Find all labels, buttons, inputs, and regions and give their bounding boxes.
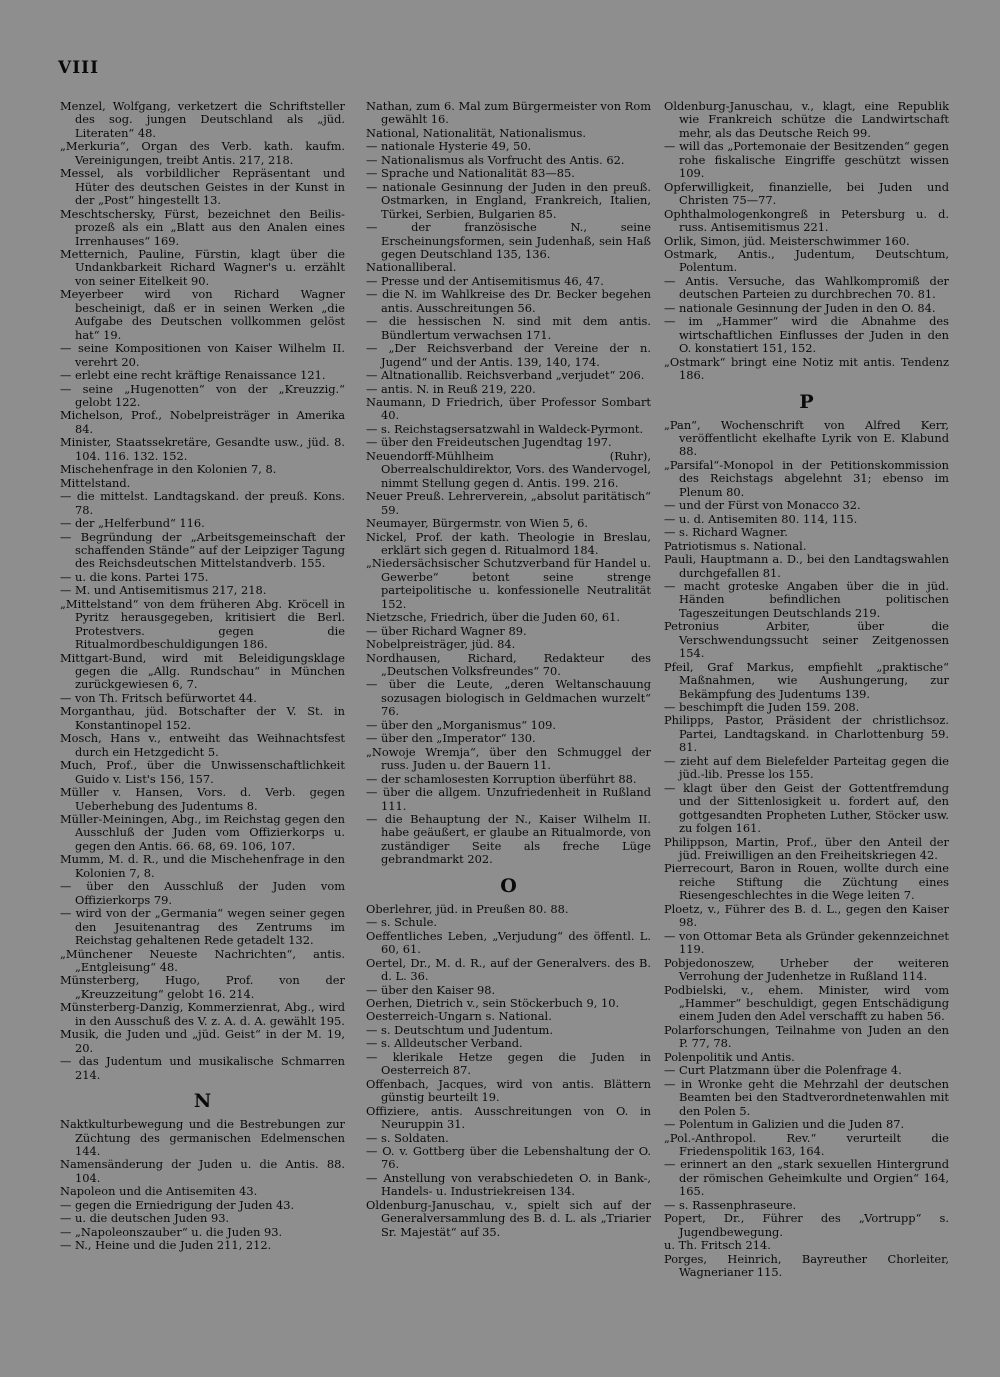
- index-entry: — erlebt eine recht kräftige Renaissance 121.: [60, 368, 326, 383]
- index-entry: Meyerbeer wird von Richard Wagner bescheinigt, daß er in seinen Werken „die Aufgabe des Deutschen vollkommen gelöst hat“ 19.: [60, 287, 345, 342]
- index-entry: — Altnationallib. Reichsverband „verjudet“ 206.: [366, 368, 645, 383]
- index-entry: — „Napoleonszauber“ u. die Juden 93.: [60, 1224, 283, 1239]
- index-entry: — im „Hammer“ wird die Abnahme des wirtschaftlichen Einflusses der Juden in den O. konstatiert 151, 152.: [664, 314, 949, 356]
- index-entry: — seine Kompositionen von Kaiser Wilhelm II. verehrt 20.: [60, 341, 345, 369]
- index-entry: Popert, Dr., Führer des „Vortrupp“ s. Jugendbewegung.: [664, 1211, 949, 1239]
- index-entry: Menzel, Wolfgang, verketzert die Schriftsteller des sog. jungen Deutschland als „jüd. Literaten“ 48.: [60, 99, 345, 140]
- index-entry: — seine „Hugenotten“ von der „Kreuzzig.“ gelobt 122.: [60, 381, 345, 409]
- index-entry: — der französische N., seine Erscheinungsformen, sein Judenhaß, sein Haß gegen Deutschland 135, 136.: [366, 220, 651, 261]
- index-entry: — s. Soldaten.: [366, 1130, 449, 1145]
- index-entry: Philippson, Martin, Prof., über den Anteil der jüd. Freiwilligen an den Freiheitskriegen 42.: [664, 834, 949, 863]
- index-entry: — u. die deutschen Juden 93.: [60, 1211, 230, 1226]
- index-entry: — gegen die Erniedrigung der Juden 43.: [60, 1197, 295, 1212]
- index-entry: Naumann, D Friedrich, über Professor Sombart 40.: [366, 394, 651, 423]
- index-entry: — klagt über den Geist der Gottentfremdung und der Sittenlosigkeit u. fordert auf, den gottgesandten Propheten Luther, Stöcker usw. zu folgen 161.: [664, 780, 949, 836]
- index-entry: „Niedersächsischer Schutzverband für Handel u. Gewerbe“ betont seine strenge parteipolitische u. konfessionelle Neutralität 152.: [366, 556, 651, 611]
- index-entry: Nathan, zum 6. Mal zum Bürgermeister von Rom gewählt 16.: [366, 99, 651, 127]
- index-entry: — die Behauptung der N., Kaiser Wilhelm II. habe geäußert, er glaube an Ritualmorde, von zuständiger Seite als freche Lüge gebrandmarkt 202.: [366, 812, 651, 867]
- index-entry: „Parsifal“-Monopol in der Petitionskommission des Reichstags abgelehnt 31; ebenso im Plenum 80.: [664, 457, 949, 499]
- index-entry: — Antis. Versuche, das Wahlkompromiß der deutschen Parteien zu durchbrechen 70. 81.: [664, 273, 949, 302]
- index-entry: Nationalliberal.: [366, 260, 457, 275]
- section-letter: N: [193, 1090, 212, 1113]
- index-entry: Podbielski, v., ehem. Minister, wird vom „Hammer“ beschuldigt, gegen Entschädigung einem Juden den Adel verschafft zu haben 56.: [664, 982, 949, 1024]
- index-entry: — Nationalismus als Vorfrucht des Antis. 62.: [366, 152, 625, 167]
- index-entry: Mittelstand.: [60, 475, 131, 490]
- page-number: VIII: [58, 58, 100, 78]
- index-entry: — beschimpft die Juden 159. 208.: [664, 700, 860, 715]
- index-entry: — s. Schule.: [366, 915, 437, 930]
- index-entry: Nickel, Prof. der kath. Theologie in Breslau, erklärt sich gegen d. Ritualmord 184.: [366, 529, 651, 557]
- index-entry: Müller v. Hansen, Vors. d. Verb. gegen Ueberhebung des Judentums 8.: [60, 785, 345, 813]
- index-entry: Oeffentliches Leben, „Verjudung“ des öffentl. L. 60, 61.: [366, 928, 651, 957]
- index-entry: — klerikale Hetze gegen die Juden in Oesterreich 87.: [366, 1049, 651, 1078]
- index-entry: Nietzsche, Friedrich, über die Juden 60, 61.: [366, 610, 621, 625]
- index-entry: — der „Helferbund“ 116.: [60, 516, 205, 531]
- index-entry: Musik, die Juden und „jüd. Geist“ in der M. 19, 20.: [60, 1027, 345, 1055]
- index-entry: Mosch, Hans v., entweiht das Weihnachtsfest durch ein Hetzgedicht 5.: [60, 731, 345, 759]
- index-entry: — u. die kons. Partei 175.: [60, 569, 209, 584]
- index-entry: — Begründung der „Arbeitsgemeinschaft der schaffenden Stände“ auf der Leipziger Tagung des Reichsdeutschen Mittelstandverb. 155.: [60, 529, 345, 571]
- index-entry: — in Wronke geht die Mehrzahl der deutschen Beamten bei den Stadtverordnetenwahlen mit den Polen 5.: [664, 1076, 949, 1118]
- index-entry: Michelson, Prof., Nobelpreisträger in Amerika 84.: [60, 408, 345, 436]
- index-entry: „Ostmark“ bringt eine Notiz mit antis. Tendenz 186.: [664, 354, 949, 383]
- index-entry: — nationale Gesinnung der Juden in den preuß. Ostmarken, in England, Frankreich, Italien, Türkei, Serbien, Bulgarien 85.: [366, 179, 651, 221]
- index-entry: Pobjedonoszew, Urheber der weiteren Verrohung der Judenhetze in Rußland 114.: [664, 955, 949, 984]
- index-entry: — Sprache und Nationalität 83—85.: [366, 166, 575, 181]
- index-entry: „Mittelstand“ von dem früheren Abg. Kröcell in Pyritz herausgegeben, kritisiert die Berl. Protestvers. gegen die Ritualmordbeschuldigungen 186.: [60, 596, 345, 652]
- index-entry: — s. Alldeutscher Verband.: [366, 1036, 523, 1051]
- index-column-3: [664, 100, 949, 1280]
- index-entry: Opferwilligkeit, finanzielle, bei Juden und Christen 75—77.: [664, 179, 949, 208]
- index-entry: Neuendorff-Mühlheim (Ruhr), Oberrealschuldirektor, Vors. des Wandervogel, nimmt Stellung gegen d. Antis. 199. 216.: [366, 448, 651, 490]
- index-entry: Much, Prof., über die Unwissenschaftlichkeit Guido v. List's 156, 157.: [60, 758, 345, 786]
- index-entry: Naktkulturbewegung und die Bestrebungen zur Züchtung des germanischen Edelmenschen 144.: [60, 1117, 345, 1158]
- index-entry: — und der Fürst von Monacco 32.: [664, 498, 861, 513]
- index-entry: — das Judentum und musikalische Schmarren 214.: [60, 1054, 345, 1082]
- index-entry: Mittgart-Bund, wird mit Beleidigungsklage gegen die „Allg. Rundschau“ in München zurückgewiesen 6, 7.: [60, 650, 345, 692]
- index-entry: Oerhen, Dietrich v., sein Stöckerbuch 9, 10.: [366, 996, 620, 1010]
- index-entry: — macht groteske Angaben über die in jüd. Händen befindlichen politischen Tageszeitungen Deutschlands 219.: [664, 578, 949, 620]
- index-entry: — die N. im Wahlkreise des Dr. Becker begehen antis. Ausschreitungen 56.: [366, 287, 651, 315]
- index-entry: — antis. N. in Reuß 219, 220.: [366, 381, 536, 396]
- index-entry: — wird von der „Germania“ wegen seiner gegen den Jesuitenantrag des Zentrums im Reichstag gehaltenen Rede getadelt 132.: [60, 906, 345, 948]
- index-entry: — Curt Platzmann über die Polenfrage 4.: [664, 1063, 902, 1078]
- index-entry: Pfeil, Graf Markus, empfiehlt „praktische“ Maßnahmen, wie Aushungerung, zur Bekämpfung des Judentums 139.: [664, 659, 949, 701]
- index-entry: Oertel, Dr., M. d. R., auf der Generalvers. des B. d. L. 36.: [366, 955, 651, 984]
- index-entry: Ophthalmologenkongreß in Petersburg u. d. russ. Antisemitismus 221.: [664, 206, 949, 235]
- index-entry: — über den Ausschluß der Juden vom Offizierkorps 79.: [60, 879, 345, 907]
- index-entry: Metternich, Pauline, Fürstin, klagt über die Undankbarkeit Richard Wagner's u. erzählt von seiner Eitelkeit 90.: [60, 246, 345, 288]
- index-entry: Polenpolitik und Antis.: [664, 1049, 795, 1064]
- index-entry: Porges, Heinrich, Bayreuther Chorleiter, Wagnerianer 115.: [664, 1251, 949, 1280]
- index-entry: — von Ottomar Beta als Gründer gekennzeichnet 119.: [664, 928, 949, 957]
- index-entry: — von Th. Fritsch befürwortet 44.: [60, 690, 257, 705]
- index-entry: Namensänderung der Juden u. die Antis. 88. 104.: [60, 1157, 345, 1185]
- index-entry: — Polentum in Galizien und die Juden 87.: [664, 1117, 905, 1132]
- index-entry: — über den „Morganismus“ 109.: [366, 717, 556, 732]
- index-entry: „Pol.-Anthropol. Rev.“ verurteilt die Friedenspolitik 163, 164.: [664, 1130, 949, 1158]
- section-letter: O: [500, 874, 517, 897]
- index-entry: — „Der Reichsverband der Vereine der n. Jugend“ und der Antis. 139, 140, 174.: [366, 341, 651, 369]
- index-entry: Münsterberg-Danzig, Kommerzienrat, Abg., wird in den Ausschuß des V. z. A. d. A. gewählt 195.: [60, 1000, 345, 1028]
- index-entry: — s. Rassenphraseure.: [664, 1197, 797, 1212]
- index-entry: — s. Richard Wagner.: [664, 525, 788, 540]
- index-entry: — u. d. Antisemiten 80. 114, 115.: [664, 511, 858, 526]
- index-entry: Philipps, Pastor, Präsident der christlichsoz. Partei, Landtagskand. in Charlottenburg 59. 81.: [664, 713, 949, 755]
- index-entry: Patriotismus s. National.: [664, 538, 807, 553]
- index-entry: Napoleon und die Antisemiten 43.: [60, 1184, 258, 1199]
- index-entry: Morganthau, jüd. Botschafter der V. St. in Konstantinopel 152.: [60, 704, 345, 732]
- index-entry: — über den Kaiser 98.: [366, 982, 496, 997]
- index-entry: Mumm, M. d. R., und die Mischehenfrage in den Kolonien 7, 8.: [60, 852, 345, 880]
- index-entry: „Merkuria“, Organ des Verb. kath. kaufm. Vereinigungen, treibt Antis. 217, 218.: [60, 139, 345, 167]
- index-entry: Oesterreich-Ungarn s. National.: [366, 1009, 552, 1024]
- index-entry: — s. Deutschtum und Judentum.: [366, 1022, 553, 1037]
- index-entry: — die hessischen N. sind mit dem antis. Bündlertum verwachsen 171.: [366, 314, 651, 342]
- index-entry: Meschtschersky, Fürst, bezeichnet den Beilis-prozeß als ein „Blatt aus den Analen eines Irrenhauses“ 169.: [60, 206, 345, 248]
- index-entry: — Presse und der Antisemitismus 46, 47.: [366, 273, 604, 288]
- index-entry: Polarforschungen, Teilnahme von Juden an den P. 77, 78.: [664, 1022, 949, 1051]
- index-entry: u. Th. Fritsch 214.: [664, 1238, 771, 1253]
- index-entry: Oldenburg-Januschau, v., spielt sich auf der Generalversammlung des B. d. L. als „Triarier Sr. Majestät“ auf 35.: [366, 1197, 651, 1239]
- index-entry: Offenbach, Jacques, wird von antis. Blättern günstig beurteilt 19.: [366, 1076, 651, 1105]
- index-entry: — über den „Imperator“ 130.: [366, 731, 536, 746]
- index-entry: Nobelpreisträger, jüd. 84.: [366, 637, 516, 652]
- index-entry: Neuer Preuß. Lehrerverein, „absolut paritätisch“ 59.: [366, 489, 651, 517]
- index-entry: — über die Leute, „deren Weltanschauung sozusagen biologisch in Geldmachen wurzelt“ 76.: [366, 677, 651, 719]
- index-entry: Orlik, Simon, jüd. Meisterschwimmer 160.: [664, 233, 910, 248]
- index-entry: „Münchener Neueste Nachrichten“, antis. „Entgleisung“ 48.: [60, 946, 345, 974]
- index-entry: Oldenburg-Januschau, v., klagt, eine Republik wie Frankreich schütze die Landwirtschaft mehr, als das Deutsche Reich 99.: [664, 99, 949, 140]
- index-entry: Ploetz, v., Führer des B. d. L., gegen den Kaiser 98.: [664, 901, 949, 930]
- index-entry: — über die allgem. Unzufriedenheit in Rußland 111.: [366, 785, 651, 813]
- index-entry: — über Richard Wagner 89.: [366, 623, 527, 638]
- index-entry: Pierrecourt, Baron in Rouen, wollte durch eine reiche Stiftung die Züchtung eines Riesengeschlechtes in die Wege leiten 7.: [664, 861, 949, 903]
- index-entry: — über den Freideutschen Jugendtag 197.: [366, 435, 612, 450]
- index-entry: — O. v. Gottberg über die Lebenshaltung der O. 76.: [366, 1143, 651, 1172]
- index-entry: Offiziere, antis. Ausschreitungen von O. in Neuruppin 31.: [366, 1103, 651, 1132]
- section-letter: P: [799, 390, 814, 413]
- index-entry: Messel, als vorbildlicher Repräsentant und Hüter des deutschen Geistes in der Kunst in der „Post“ hingestellt 13.: [60, 166, 345, 208]
- index-entry: — s. Reichstagsersatzwahl in Waldeck-Pyrmont.: [366, 421, 644, 436]
- index-column-1: [60, 100, 345, 1253]
- index-entry: — die mittelst. Landtagskand. der preuß. Kons. 78.: [60, 489, 345, 517]
- index-entry: — zieht auf dem Bielefelder Parteitag gegen die jüd.-lib. Presse los 155.: [664, 753, 949, 782]
- index-entry: „Pan“, Wochenschrift von Alfred Kerr, veröffentlicht ekelhafte Lyrik von E. Klabund 88.: [664, 417, 949, 459]
- index-entry: — will das „Portemonaie der Besitzenden“ gegen rohe fiskalische Eingriffe geschützt wissen 109.: [664, 139, 949, 181]
- index-entry: Petronius Arbiter, über die Verschwendungssucht seiner Zeitgenossen 154.: [664, 619, 949, 661]
- index-entry: Oberlehrer, jüd. in Preußen 80. 88.: [366, 901, 569, 916]
- index-entry: — M. und Antisemitismus 217, 218.: [60, 583, 267, 598]
- index-column-2: [366, 100, 651, 1239]
- index-entry: Nordhausen, Richard, Redakteur des „Deutschen Volksfreundes“ 70.: [366, 650, 651, 679]
- index-entry: Ostmark, Antis., Judentum, Deutschtum, Polentum.: [664, 246, 949, 275]
- index-entry: National, Nationalität, Nationalismus.: [366, 125, 586, 140]
- index-entry: Münsterberg, Hugo, Prof. von der „Kreuzzeitung“ gelobt 16. 214.: [60, 973, 345, 1001]
- index-entry: — erinnert an den „stark sexuellen Hintergrund der römischen Geheimkulte und Orgien“ 164, 165.: [664, 1157, 949, 1199]
- index-entry: Pauli, Hauptmann a. D., bei den Landtagswahlen durchgefallen 81.: [664, 552, 949, 580]
- index-entry: — nationale Hysterie 49, 50.: [366, 139, 532, 154]
- index-entry: — der schamlosesten Korruption überführt 88.: [366, 771, 637, 786]
- index-entry: — Anstellung von verabschiedeten O. in Bank-, Handels- u. Industriekreisen 134.: [366, 1170, 651, 1199]
- index-entry: „Nowoje Wremja“, über den Schmuggel der russ. Juden u. der Bauern 11.: [366, 744, 651, 773]
- index-entry: Minister, Staatssekretäre, Gesandte usw., jüd. 8. 104. 116. 132. 152.: [60, 435, 345, 463]
- index-entry: — N., Heine und die Juden 211, 212.: [60, 1238, 272, 1253]
- index-entry: Neumayer, Bürgermstr. von Wien 5, 6.: [366, 516, 588, 531]
- index-entry: Mischehenfrage in den Kolonien 7, 8.: [60, 462, 277, 477]
- index-entry: Müller-Meiningen, Abg., im Reichstag gegen den Ausschluß der Juden vom Offizierkorps u. gegen den Antis. 66. 68, 69. 106, 107.: [60, 812, 345, 853]
- index-entry: — nationale Gesinnung der Juden in den O. 84.: [664, 300, 936, 315]
